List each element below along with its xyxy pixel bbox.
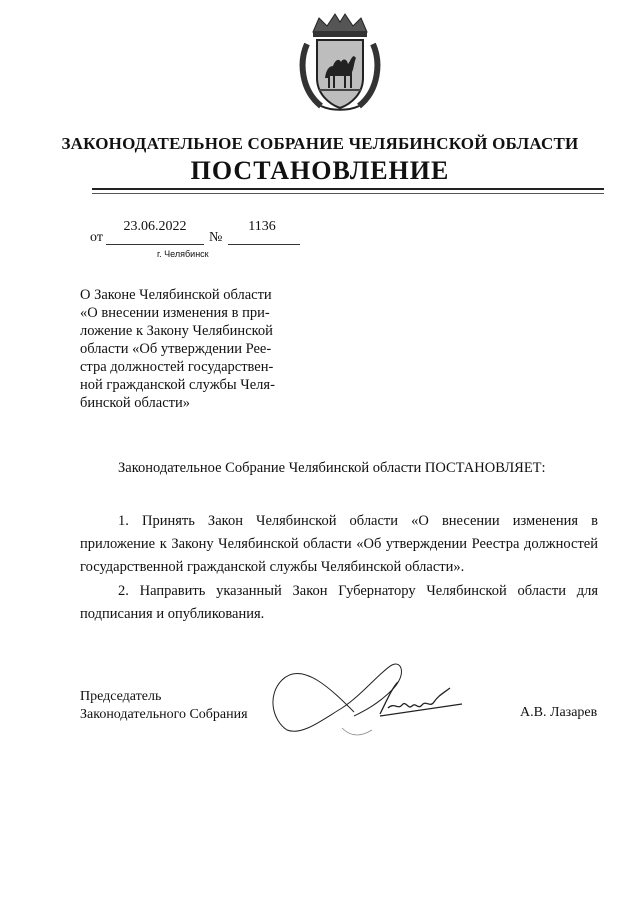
signatory-role-line: Законодательного Собрания xyxy=(80,707,248,722)
subject-line: ной гражданской службы Челя- xyxy=(80,377,275,393)
resolution-intro: Законодательное Собрание Челябинской области ПОСТАНОВЛЯЕТ: xyxy=(118,460,546,476)
subject-line: «О внесении изменения в при- xyxy=(80,305,270,321)
document-date: 23.06.2022 xyxy=(123,219,187,234)
subject-line: бинской области» xyxy=(80,395,190,411)
date-prefix: от xyxy=(90,230,103,245)
document-number: 1136 xyxy=(248,219,276,234)
subject-block xyxy=(80,286,275,412)
signatory-role-line: Председатель xyxy=(80,689,162,704)
coat-of-arms-emblem xyxy=(299,12,381,112)
signatory-name: А.В. Лазарев xyxy=(520,705,598,720)
signatory-role xyxy=(80,688,248,724)
subject-line: стра должностей государствен- xyxy=(80,359,274,375)
city-label: г. Челябинск xyxy=(157,249,209,259)
document-title: ПОСТАНОВЛЕНИЕ xyxy=(190,156,450,185)
resolution-item-1: 1. Принять Закон Челябинской области «О внесении изменения в приложение к Закону Челябинской области «Об утверждении Реестра должностей государственной гражданской службы Челябинской области». xyxy=(80,513,598,575)
resolution-item-2: 2. Направить указанный Закон Губернатору Челябинской области для подписания и опубликования. xyxy=(80,583,598,622)
number-underline xyxy=(228,244,300,245)
header-divider-thick xyxy=(92,188,604,190)
number-sign: № xyxy=(209,230,223,245)
subject-line: О Законе Челябинской области xyxy=(80,287,272,303)
organization-title: ЗАКОНОДАТЕЛЬНОЕ СОБРАНИЕ ЧЕЛЯБИНСКОЙ ОБЛАСТИ xyxy=(61,134,579,153)
date-underline xyxy=(106,244,204,245)
subject-line: области «Об утверждении Рее- xyxy=(80,341,272,357)
subject-line: ложение к Закону Челябинской xyxy=(80,323,273,339)
handwritten-signature xyxy=(262,650,472,740)
header-divider-thin xyxy=(92,193,604,194)
